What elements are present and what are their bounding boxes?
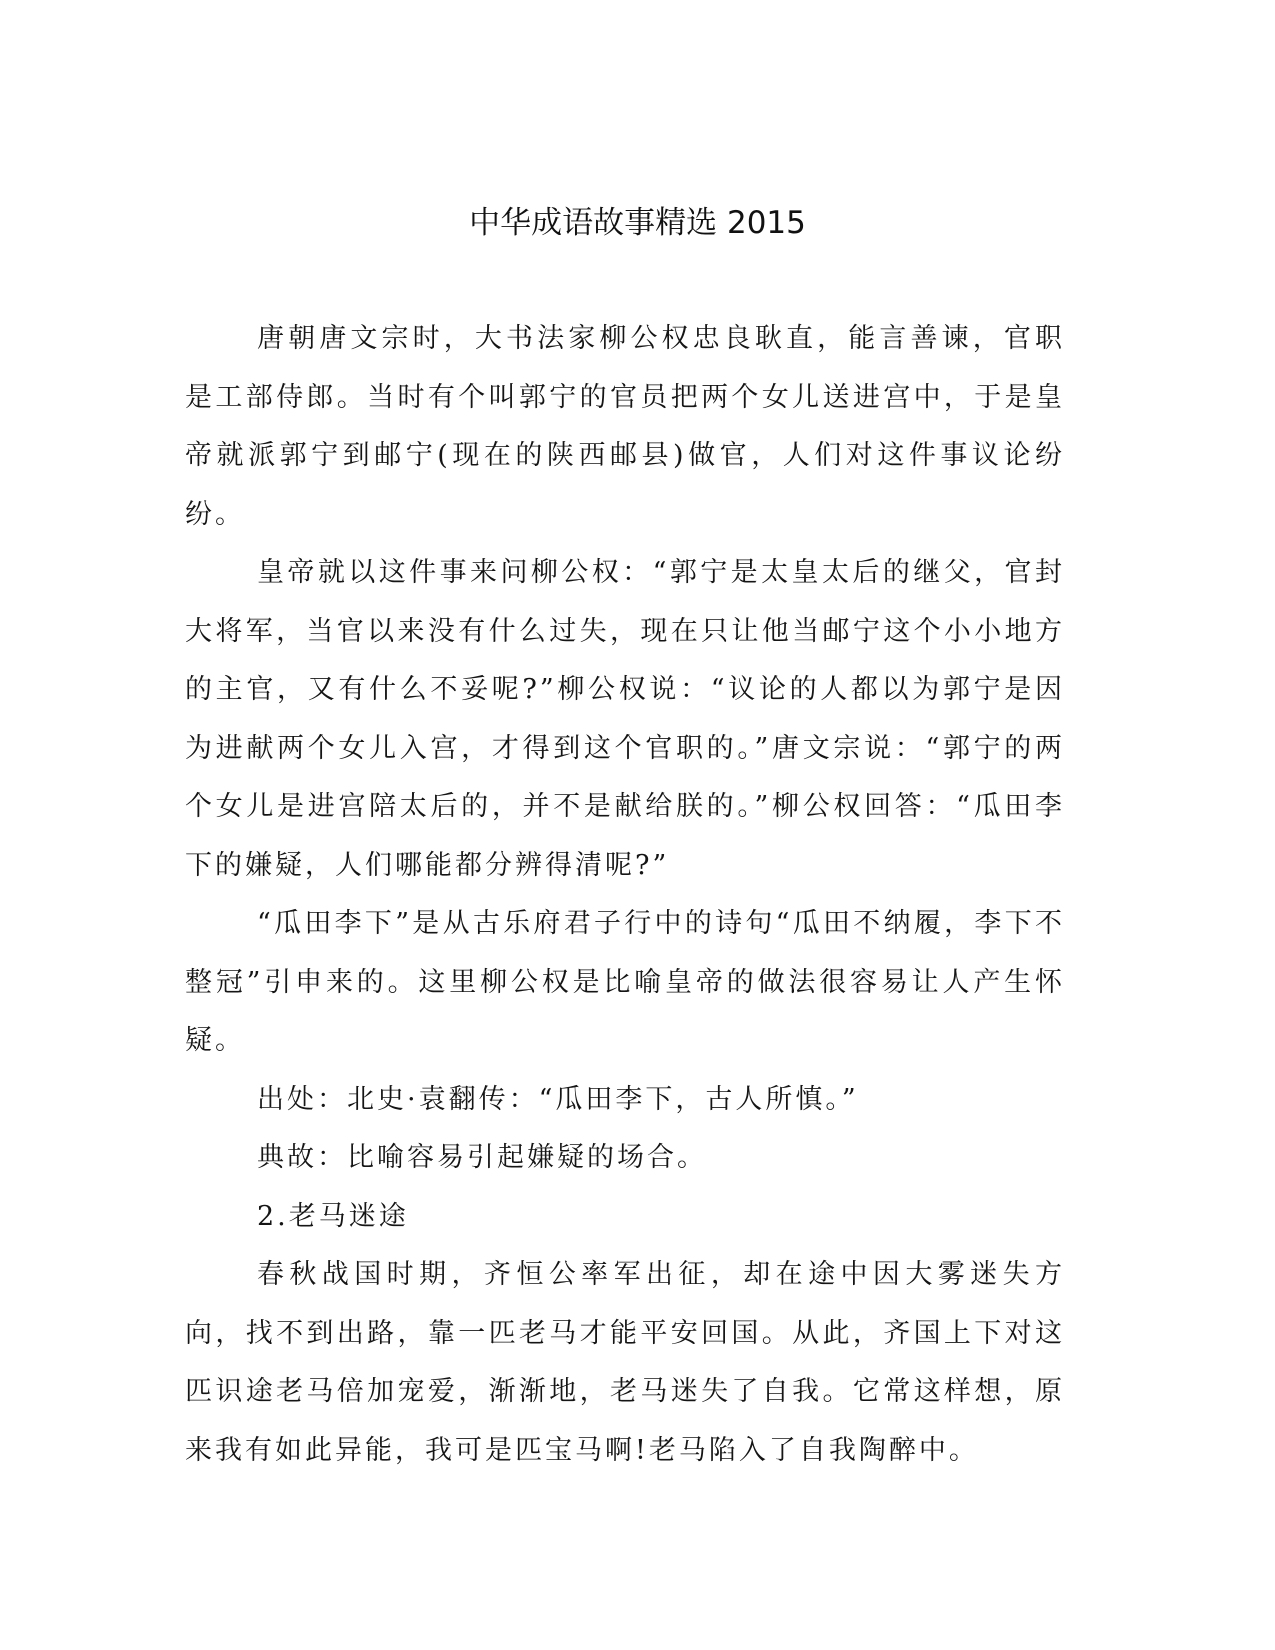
section-heading: 2.老马迷途: [257, 1200, 409, 1232]
paragraph-allusion: 典故：比喻容易引起嫌疑的场合。: [257, 1142, 707, 1173]
paragraph: 春秋战国时期，齐恒公率军出征，却在途中因大雾迷失方向，找不到出路，靠一匹老马才能平安回国。从此，齐国上下对这匹识途老马倍加宠爱，渐渐地，老马迷失了自我。它常这样想，原来我有如此异能，我可是匹宝马啊!老马陷入了自我陶醉中。: [185, 1259, 1065, 1466]
document-title: 中华成语故事精选 2015: [469, 205, 806, 241]
document-body: [185, 310, 1065, 1480]
paragraph: “瓜田李下”是从古乐府君子行中的诗句“瓜田不纳履，李下不整冠”引申来的。这里柳公权是比喻皇帝的做法很容易让人产生怀疑。: [185, 908, 1065, 1056]
paragraph: 皇帝就以这件事来问柳公权：“郭宁是太皇太后的继父，官封大将军，当官以来没有什么过失，现在只让他当邮宁这个小小地方的主官，又有什么不妥呢?”柳公权说：“议论的人都以为郭宁是因为进献两个女儿入宫，才得到这个官职的。”唐文宗说：“郭宁的两个女儿是进宫陪太后的，并不是献给朕的。”柳公权回答：“瓜田李下的嫌疑，人们哪能都分辨得清呢?”: [185, 557, 1065, 881]
paragraph-source: 出处：北史·袁翻传：“瓜田李下，古人所慎。”: [257, 1083, 859, 1115]
paragraph: 唐朝唐文宗时，大书法家柳公权忠良耿直，能言善谏，官职是工部侍郎。当时有个叫郭宁的官员把两个女儿送进宫中，于是皇帝就派郭宁到邮宁(现在的陕西邮县)做官，人们对这件事议论纷纷。: [185, 323, 1065, 530]
